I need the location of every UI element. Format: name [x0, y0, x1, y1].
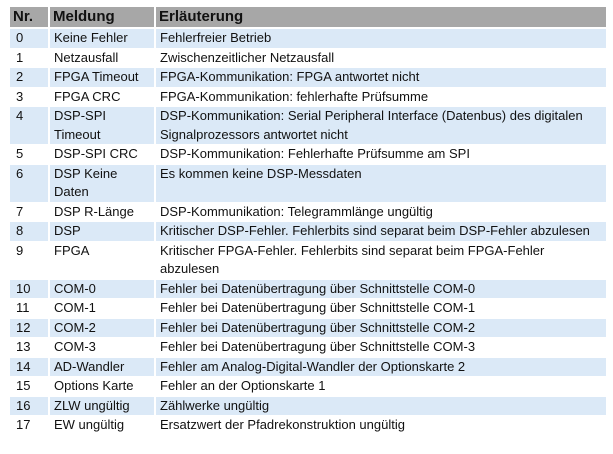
- table-row: [10, 280, 606, 300]
- cell-nr: 14: [10, 358, 48, 378]
- cell-meldung: DSP-SPI CRC: [48, 145, 154, 165]
- cell-meldung: FPGA CRC: [48, 88, 154, 108]
- table-row: [10, 222, 606, 242]
- cell-meldung: EW ungültig: [48, 416, 154, 436]
- cell-nr: 13: [10, 338, 48, 358]
- cell-nr: 2: [10, 68, 48, 88]
- cell-erlaeuterung: DSP-Kommunikation: Serial Peripheral Interface (Datenbus) des digitalen Signalprozessors antwortet nicht: [154, 107, 606, 145]
- cell-nr: 12: [10, 319, 48, 339]
- cell-nr: 6: [10, 165, 48, 203]
- cell-meldung: FPGA Timeout: [48, 68, 154, 88]
- cell-meldung: DSP Keine Daten: [48, 165, 154, 203]
- cell-meldung: COM-1: [48, 299, 154, 319]
- table-row: [10, 88, 606, 108]
- table-row: [10, 29, 606, 49]
- cell-erlaeuterung: Zwischenzeitlicher Netzausfall: [154, 49, 606, 69]
- table-body: [10, 29, 606, 436]
- cell-erlaeuterung: Fehler bei Datenübertragung über Schnittstelle COM-0: [154, 280, 606, 300]
- cell-erlaeuterung: Fehlerfreier Betrieb: [154, 29, 606, 49]
- cell-erlaeuterung: Fehler an der Optionskarte 1: [154, 377, 606, 397]
- cell-erlaeuterung: Kritischer FPGA-Fehler. Fehlerbits sind separat beim FPGA-Fehler abzulesen: [154, 242, 606, 280]
- table-row: [10, 242, 606, 280]
- cell-meldung: DSP-SPI Timeout: [48, 107, 154, 145]
- cell-nr: 10: [10, 280, 48, 300]
- cell-nr: 5: [10, 145, 48, 165]
- cell-erlaeuterung: Es kommen keine DSP-Messdaten: [154, 165, 606, 203]
- cell-nr: 11: [10, 299, 48, 319]
- cell-nr: 0: [10, 29, 48, 49]
- error-message-table: [10, 7, 606, 436]
- table-header-row: [10, 7, 606, 29]
- cell-meldung: FPGA: [48, 242, 154, 280]
- table-row: [10, 416, 606, 436]
- table-row: [10, 377, 606, 397]
- cell-erlaeuterung: Fehler bei Datenübertragung über Schnittstelle COM-3: [154, 338, 606, 358]
- header-nr: Nr.: [10, 7, 48, 29]
- table-row: [10, 49, 606, 69]
- cell-meldung: COM-2: [48, 319, 154, 339]
- cell-nr: 4: [10, 107, 48, 145]
- cell-meldung: COM-0: [48, 280, 154, 300]
- table-row: [10, 358, 606, 378]
- cell-erlaeuterung: Ersatzwert der Pfadrekonstruktion ungültig: [154, 416, 606, 436]
- cell-nr: 7: [10, 203, 48, 223]
- table-row: [10, 299, 606, 319]
- table-row: [10, 165, 606, 203]
- cell-nr: 15: [10, 377, 48, 397]
- cell-meldung: COM-3: [48, 338, 154, 358]
- table-row: [10, 319, 606, 339]
- header-erlaeuterung: Erläuterung: [154, 7, 606, 29]
- cell-erlaeuterung: Zählwerke ungültig: [154, 397, 606, 417]
- cell-nr: 9: [10, 242, 48, 280]
- cell-meldung: ZLW ungültig: [48, 397, 154, 417]
- cell-nr: 3: [10, 88, 48, 108]
- cell-erlaeuterung: DSP-Kommunikation: Telegrammlänge ungültig: [154, 203, 606, 223]
- table-row: [10, 107, 606, 145]
- cell-meldung: DSP: [48, 222, 154, 242]
- cell-nr: 17: [10, 416, 48, 436]
- table-row: [10, 338, 606, 358]
- cell-erlaeuterung: FPGA-Kommunikation: FPGA antwortet nicht: [154, 68, 606, 88]
- table-row: [10, 68, 606, 88]
- cell-nr: 1: [10, 49, 48, 69]
- cell-nr: 16: [10, 397, 48, 417]
- cell-erlaeuterung: Fehler bei Datenübertragung über Schnittstelle COM-2: [154, 319, 606, 339]
- cell-erlaeuterung: FPGA-Kommunikation: fehlerhafte Prüfsumme: [154, 88, 606, 108]
- table-row: [10, 397, 606, 417]
- cell-meldung: Options Karte: [48, 377, 154, 397]
- table-row: [10, 203, 606, 223]
- header-meldung: Meldung: [48, 7, 154, 29]
- cell-meldung: DSP R-Länge: [48, 203, 154, 223]
- cell-meldung: Netzausfall: [48, 49, 154, 69]
- cell-erlaeuterung: Kritischer DSP-Fehler. Fehlerbits sind separat beim DSP-Fehler abzulesen: [154, 222, 606, 242]
- cell-erlaeuterung: Fehler bei Datenübertragung über Schnittstelle COM-1: [154, 299, 606, 319]
- cell-erlaeuterung: Fehler am Analog-Digital-Wandler der Optionskarte 2: [154, 358, 606, 378]
- cell-erlaeuterung: DSP-Kommunikation: Fehlerhafte Prüfsumme am SPI: [154, 145, 606, 165]
- cell-meldung: AD-Wandler: [48, 358, 154, 378]
- table-row: [10, 145, 606, 165]
- cell-meldung: Keine Fehler: [48, 29, 154, 49]
- cell-nr: 8: [10, 222, 48, 242]
